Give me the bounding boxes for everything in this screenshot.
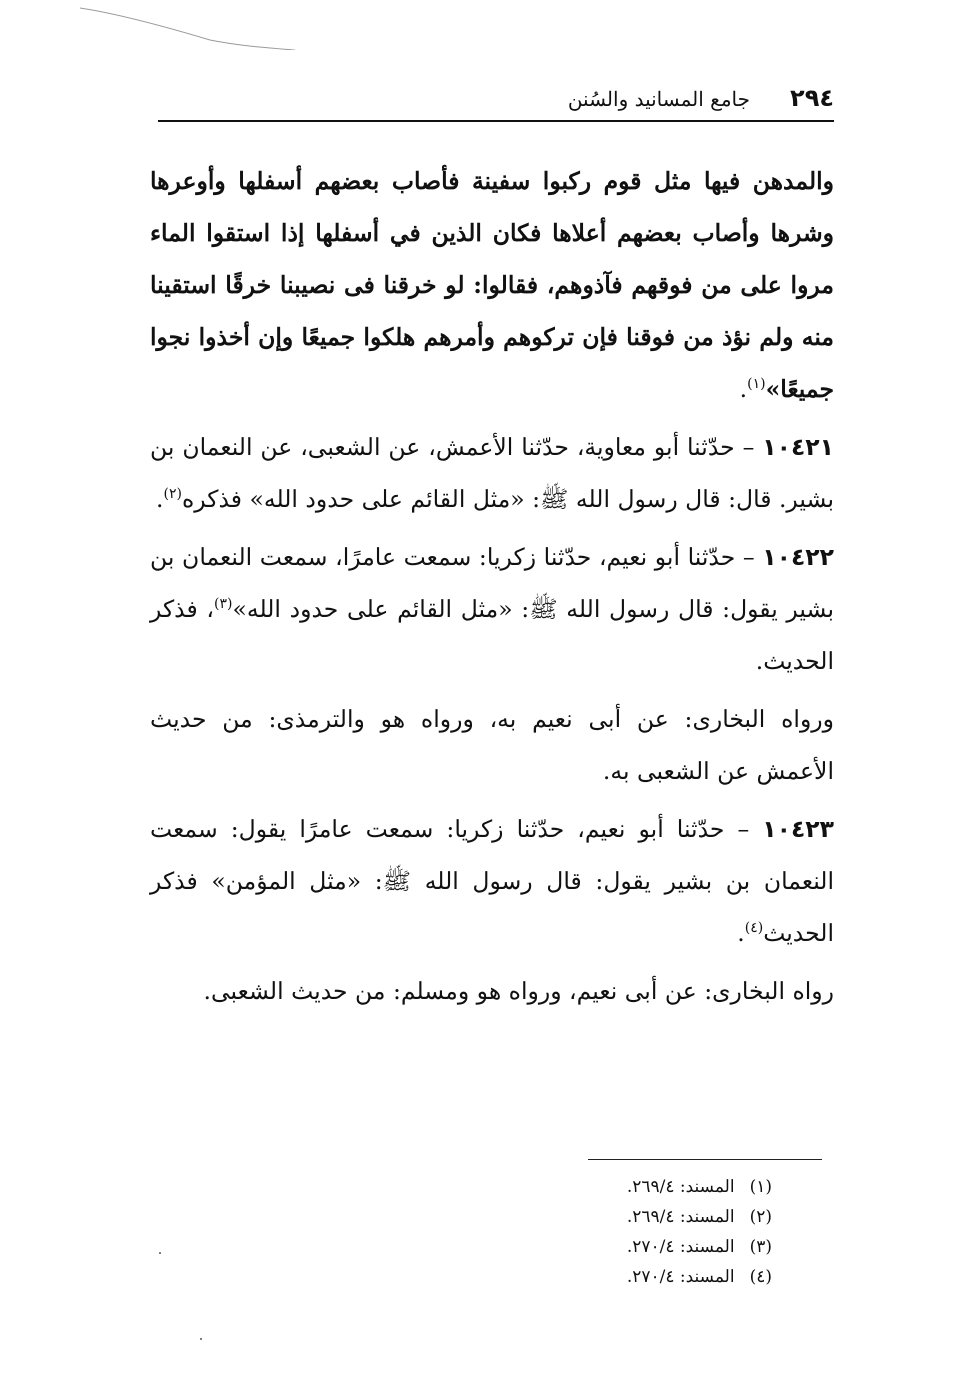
footnote-reference: (٣) (214, 596, 233, 613)
paragraph-text: ورواه البخارى: عن أبى نعيم به، ورواه هو والترمذى: من حديث الأعمش عن الشعبى به. (150, 705, 834, 785)
scan-speck (200, 1338, 202, 1340)
footnote-text: المسند: ٢٧٠/٤. (626, 1267, 735, 1287)
hadith-number: ١٠٤٢٣ (762, 815, 834, 843)
hadith-text: – حدّثنا أبو معاوية، حدّثنا الأعمش، عن الشعبى، عن النعمان بن بشير. قال: قال رسول الله ﷺ: «مثل القائم على حدود الله» فذكره (150, 433, 834, 513)
footnote-text: المسند: ٢٧٠/٤. (626, 1237, 735, 1257)
footnote-number: (٢) (749, 1207, 772, 1227)
footnote-separator (588, 1159, 822, 1160)
hadith-10421 (150, 421, 834, 525)
page-number: ٢٩٤ (790, 84, 834, 112)
page-header (158, 80, 834, 120)
takhrij-note (150, 965, 834, 1017)
footnote-number: (٤) (749, 1267, 772, 1287)
scan-speck (159, 1252, 161, 1254)
header-rule (158, 120, 834, 122)
paragraph-text: رواه البخارى: عن أبى نعيم، ورواه هو ومسلم: من حديث الشعبى. (203, 977, 834, 1005)
footnote-number: (١) (749, 1177, 772, 1197)
hadith-10423 (150, 803, 834, 959)
hadith-number: ١٠٤٢١ (762, 433, 834, 461)
paragraph-tail: ، فذكر الحديث. (150, 595, 834, 675)
hadith-text: – حدّثنا أبو نعيم، حدّثنا زكريا: سمعت عامرًا يقول: سمعت النعمان بن بشير يقول: قال رسول الله ﷺ: «مثل المؤمن» فذكر الحديث (150, 815, 834, 947)
footnote-text: المسند: ٢٦٩/٤. (626, 1177, 735, 1197)
hadith-number: ١٠٤٢٢ (762, 543, 834, 571)
paragraph-tail: . (156, 485, 164, 513)
hadith-10422 (150, 531, 834, 687)
footnote-reference: (١) (747, 376, 766, 393)
footnote-text: المسند: ٢٦٩/٤. (626, 1207, 735, 1227)
paragraph-continuation (150, 155, 834, 415)
footnote-reference: (٢) (163, 486, 182, 503)
footnote-item (520, 1202, 772, 1232)
paragraph-text: والمدهن فيها مثل قوم ركبوا سفينة فأصاب بعضهم أسفلها وأوعرها وشرها وأصاب بعضهم أعلاها فكان الذين في أسفلها إذا استقوا الماء مروا على من فوقهم فآذوهم، فقالوا: لو خرقنا فى نصيبنا خرقًا استقينا منه ولم نؤذ من فوقنا فإن تركوهم وأمرهم هلكوا جميعًا وإن أخذوا نجوا جميعًا» (150, 167, 834, 403)
hadith-text: – حدّثنا أبو نعيم، حدّثنا زكريا: سمعت عامرًا، سمعت النعمان بن بشير يقول: قال رسول الله ﷺ: «مثل القائم على حدود الله» (150, 543, 834, 623)
running-title: جامع المسانيد والسُنن (567, 87, 750, 111)
paragraph-tail: . (737, 919, 745, 947)
footnote-number: (٣) (749, 1237, 772, 1257)
footnotes (520, 1172, 772, 1292)
footnote-item (520, 1172, 772, 1202)
footnote-item (520, 1232, 772, 1262)
paragraph-tail: . (739, 375, 748, 403)
scan-margin-stroke (80, 6, 295, 50)
takhrij-note (150, 693, 834, 797)
footnote-reference: (٤) (744, 920, 764, 937)
footnote-item (520, 1262, 772, 1292)
main-text (150, 155, 834, 1023)
